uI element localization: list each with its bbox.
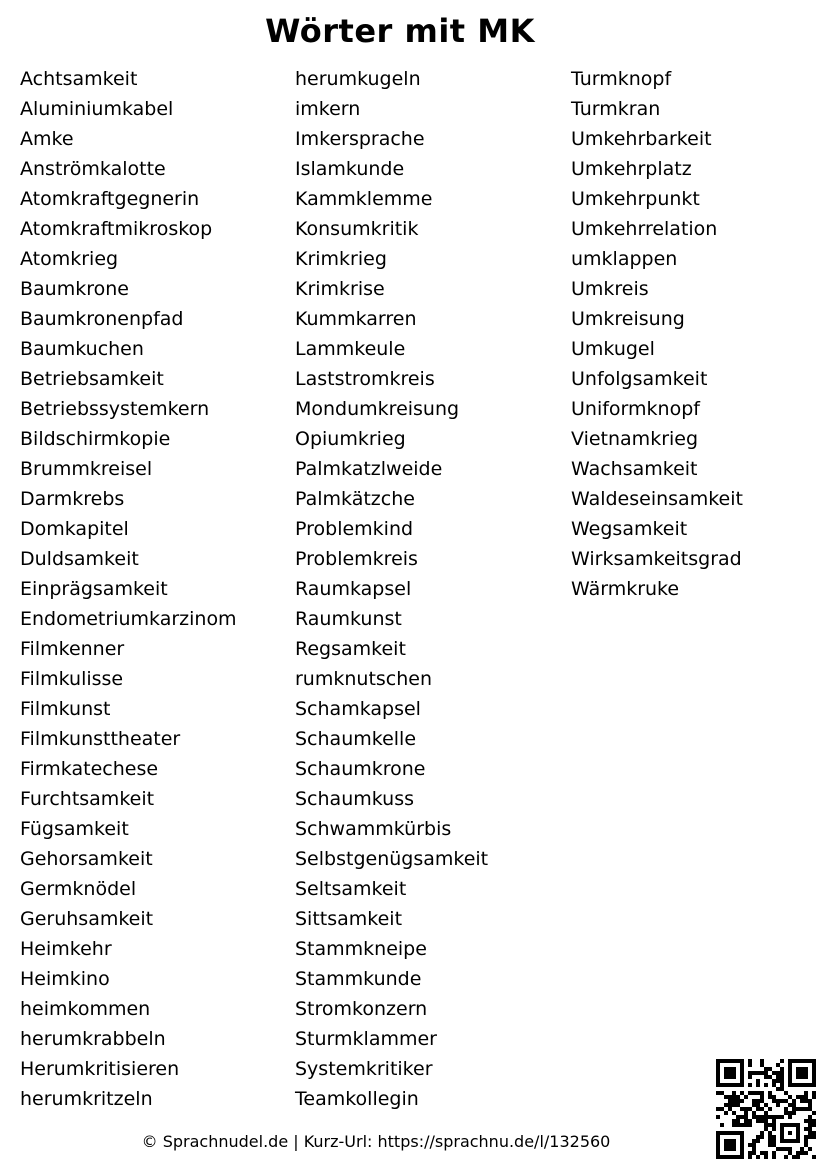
- word-item: Unfolgsamkeit: [571, 368, 708, 390]
- word-item: Filmkunsttheater: [20, 728, 181, 750]
- word-item: Vietnamkrieg: [571, 428, 699, 450]
- word-item: Duldsamkeit: [20, 548, 139, 570]
- word-item: Geruhsamkeit: [20, 908, 154, 930]
- word-item: Schaumkrone: [295, 758, 426, 780]
- word-item: Gehorsamkeit: [20, 848, 153, 870]
- word-item: Turmkran: [571, 98, 661, 120]
- word-item: Krimkrieg: [295, 248, 387, 270]
- word-item: Regsamkeit: [295, 638, 406, 660]
- word-item: Filmkunst: [20, 698, 111, 720]
- word-item: Schamkapsel: [295, 698, 421, 720]
- word-item: Stromkonzern: [295, 998, 428, 1020]
- word-item: Bildschirmkopie: [20, 428, 171, 450]
- word-item: Heimkino: [20, 968, 110, 990]
- word-item: Imkersprache: [295, 128, 425, 150]
- word-column-2: [295, 64, 488, 1114]
- word-item: Schwammkürbis: [295, 818, 452, 840]
- word-item: Seltsamkeit: [295, 878, 407, 900]
- word-item: Filmkenner: [20, 638, 125, 660]
- word-item: Umkreis: [571, 278, 649, 300]
- word-item: Wirksamkeitsgrad: [571, 548, 742, 570]
- word-item: Islamkunde: [295, 158, 405, 180]
- word-item: Firmkatechese: [20, 758, 159, 780]
- word-item: Filmkulisse: [20, 668, 124, 690]
- word-item: herumkrabbeln: [20, 1028, 166, 1050]
- word-item: Palmkatzlweide: [295, 458, 443, 480]
- word-item: Wachsamkeit: [571, 458, 698, 480]
- word-item: Konsumkritik: [295, 218, 419, 240]
- word-item: Domkapitel: [20, 518, 129, 540]
- word-item: Fügsamkeit: [20, 818, 129, 840]
- word-item: Betriebsamkeit: [20, 368, 164, 390]
- word-item: Turmknopf: [571, 68, 672, 90]
- footer-credit: © Sprachnudel.de | Kurz-Url: https://sprachnu.de/l/132560: [141, 1132, 611, 1151]
- word-item: Umkreisung: [571, 308, 685, 330]
- word-item: Mondumkreisung: [295, 398, 460, 420]
- word-item: umklappen: [571, 248, 678, 270]
- word-item: Germknödel: [20, 878, 137, 900]
- word-item: Selbstgenügsamkeit: [295, 848, 489, 870]
- word-item: Baumkuchen: [20, 338, 144, 360]
- word-item: Baumkrone: [20, 278, 129, 300]
- word-item: Krimkrise: [295, 278, 385, 300]
- word-item: Sturmklammer: [295, 1028, 437, 1050]
- word-item: Umkehrbarkeit: [571, 128, 712, 150]
- word-item: herumkritzeln: [20, 1088, 153, 1110]
- word-item: Teamkollegin: [295, 1088, 419, 1110]
- word-item: Problemkind: [295, 518, 414, 540]
- word-item: Brummkreisel: [20, 458, 153, 480]
- word-item: heimkommen: [20, 998, 151, 1020]
- word-item: Darmkrebs: [20, 488, 125, 510]
- word-item: Aluminiumkabel: [20, 98, 174, 120]
- word-item: Palmkätzche: [295, 488, 415, 510]
- qr-code-icon: [716, 1059, 816, 1159]
- word-item: Atomkraftmikroskop: [20, 218, 213, 240]
- word-item: Umkehrpunkt: [571, 188, 700, 210]
- word-item: Umkehrplatz: [571, 158, 692, 180]
- word-item: Umkugel: [571, 338, 655, 360]
- word-item: Waldeseinsamkeit: [571, 488, 743, 510]
- word-column-3: [571, 64, 743, 604]
- word-item: Achtsamkeit: [20, 68, 138, 90]
- word-item: Schaumkelle: [295, 728, 417, 750]
- word-item: Kammklemme: [295, 188, 433, 210]
- word-item: Stammkunde: [295, 968, 422, 990]
- word-item: Laststromkreis: [295, 368, 435, 390]
- word-item: Furchtsamkeit: [20, 788, 155, 810]
- word-item: herumkugeln: [295, 68, 421, 90]
- word-item: Atomkraftgegnerin: [20, 188, 200, 210]
- word-item: Wegsamkeit: [571, 518, 688, 540]
- word-item: Stammkneipe: [295, 938, 427, 960]
- word-item: Opiumkrieg: [295, 428, 406, 450]
- word-item: Problemkreis: [295, 548, 418, 570]
- word-item: Systemkritiker: [295, 1058, 433, 1080]
- word-item: Uniformknopf: [571, 398, 700, 420]
- word-item: Raumkunst: [295, 608, 402, 630]
- word-column-1: [20, 64, 237, 1114]
- word-item: Baumkronenpfad: [20, 308, 184, 330]
- word-item: Betriebssystemkern: [20, 398, 210, 420]
- word-item: Schaumkuss: [295, 788, 415, 810]
- word-item: Einprägsamkeit: [20, 578, 168, 600]
- word-item: Herumkritisieren: [20, 1058, 180, 1080]
- word-item: Lammkeule: [295, 338, 406, 360]
- word-item: Amke: [20, 128, 74, 150]
- word-item: rumknutschen: [295, 668, 433, 690]
- word-item: imkern: [295, 98, 361, 120]
- word-item: Wärmkruke: [571, 578, 680, 600]
- word-item: Kummkarren: [295, 308, 417, 330]
- word-item: Umkehrrelation: [571, 218, 718, 240]
- word-item: Raumkapsel: [295, 578, 412, 600]
- page-title: Wörter mit MK: [265, 12, 535, 50]
- word-item: Sittsamkeit: [295, 908, 403, 930]
- word-item: Endometriumkarzinom: [20, 608, 237, 630]
- word-item: Atomkrieg: [20, 248, 119, 270]
- word-item: Heimkehr: [20, 938, 112, 960]
- word-item: Anströmkalotte: [20, 158, 166, 180]
